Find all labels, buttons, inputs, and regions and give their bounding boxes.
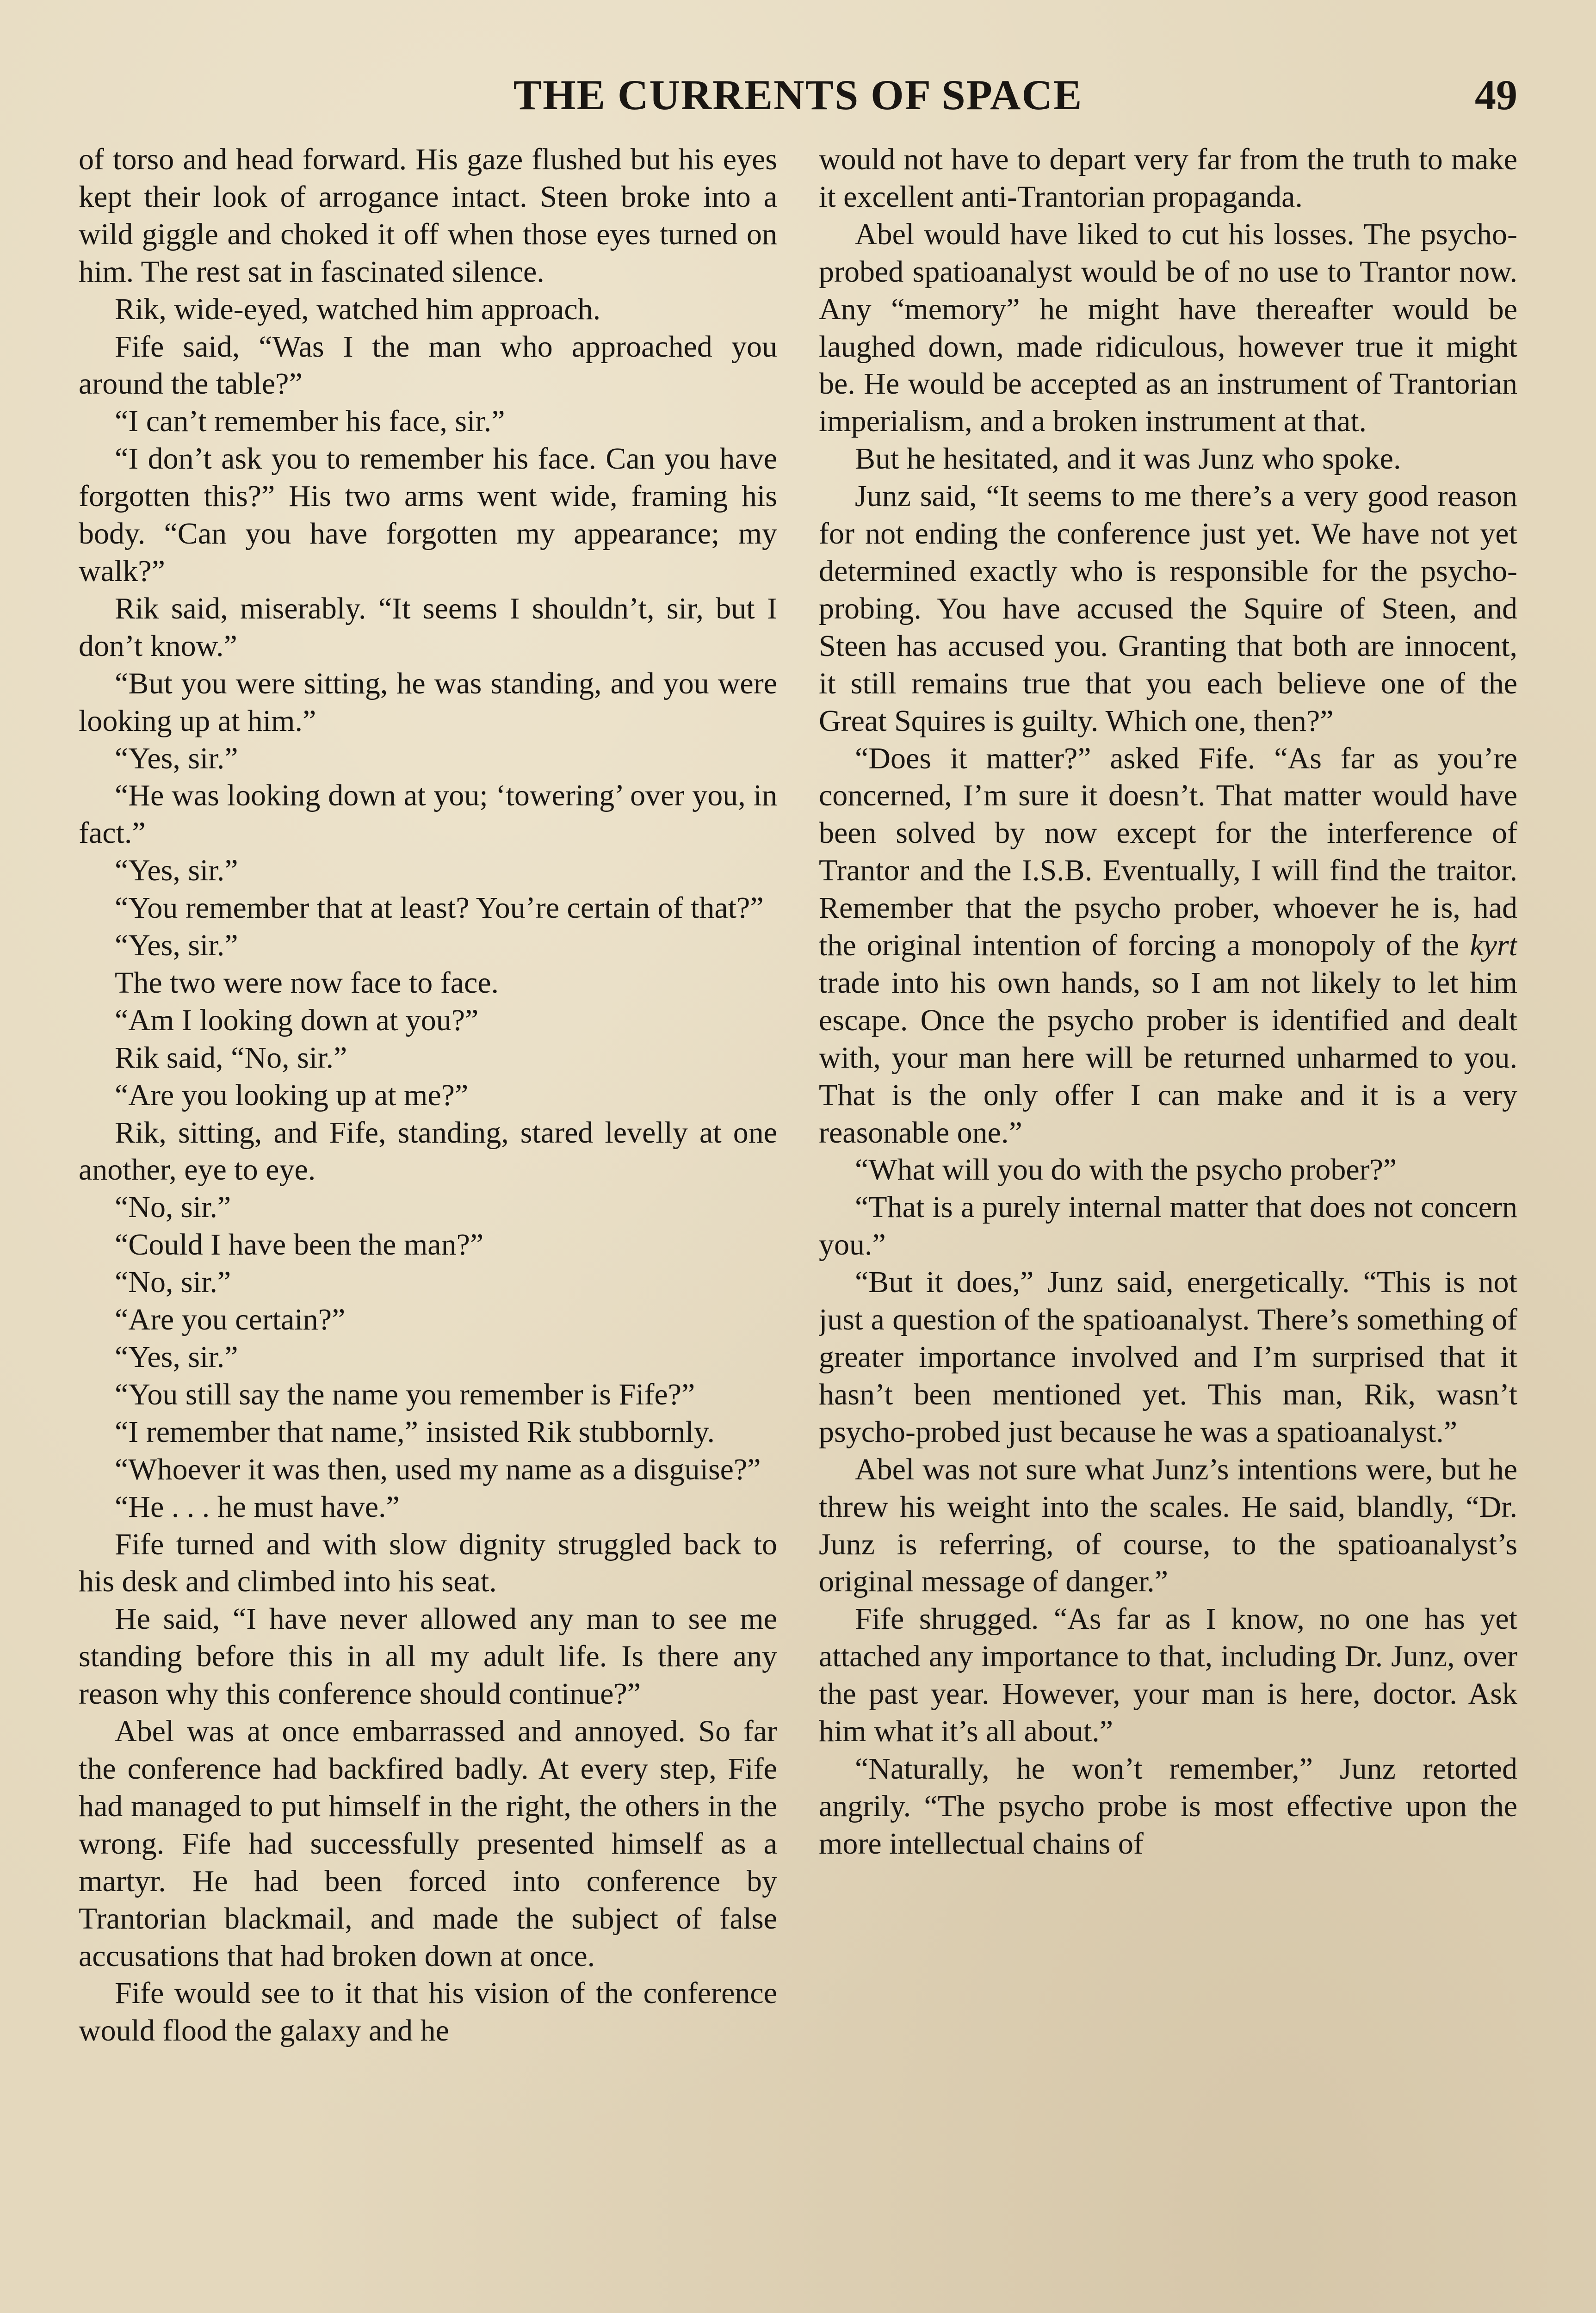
- paragraph: “Could I have been the man?”: [115, 1228, 484, 1262]
- paragraph: Junz said, “It seems to me there’s a very good reason for not ending the conference just yet. We have not yet determined exactly who is responsible for the psycho-probing. You have accused the Squire of Steen, and Steen has accused you. Granting that both are innocent, it still remains true that you each believe one of the Great Squires is guilty. Which one, then?”: [819, 479, 1517, 738]
- paragraph: “Whoever it was then, used my name as a disguise?”: [115, 1452, 761, 1486]
- paragraph: Rik, sitting, and Fife, standing, stared levelly at one another, eye to eye.: [79, 1115, 777, 1187]
- paragraph: “Yes, sir.”: [115, 1340, 238, 1374]
- paragraph: “That is a purely internal matter that does not concern you.”: [819, 1190, 1517, 1262]
- paragraph: “I don’t ask you to remember his face. Can you have forgotten this?” His two arms went wide, framing his body. “Can you have forgotten my appearance; my walk?”: [79, 442, 777, 588]
- paragraph: Fife said, “Was I the man who approached you around the table?”: [79, 329, 777, 401]
- paragraph: “He was looking down at you; ‘towering’ over you, in fact.”: [79, 779, 777, 850]
- paragraph: “But you were sitting, he was standing, and you were looking up at him.”: [79, 666, 777, 738]
- paragraph: “Yes, sir.”: [115, 928, 238, 963]
- paragraph: Fife would see to it that his vision of the conference would flood the galaxy and he: [79, 1976, 777, 2048]
- paragraph: “Are you looking up at me?”: [115, 1078, 469, 1112]
- paragraph: “Naturally, he won’t remember,” Junz retorted angrily. “The psycho probe is most effective upon the more intellectual chains of: [819, 1751, 1517, 1861]
- paragraph: “Are you certain?”: [115, 1303, 346, 1337]
- paragraph: He said, “I have never allowed any man to see me standing before this in all my adult life. Is there any reason why this conference should continue?”: [79, 1602, 777, 1711]
- italic-word: kyrt: [1470, 928, 1517, 963]
- paragraph: Fife shrugged. “As far as I know, no one has yet attached any importance to that, including Dr. Junz, over the past year. However, your man is here, doctor. Ask him what it’s all about.”: [819, 1602, 1517, 1749]
- paragraph: “Yes, sir.”: [115, 741, 238, 775]
- paragraph: “No, sir.”: [115, 1265, 231, 1299]
- paragraph: Rik said, miserably. “It seems I shouldn’t, sir, but I don’t know.”: [79, 591, 777, 663]
- paragraph: Abel would have liked to cut his losses. The psycho-probed spatioanalyst would be of no use to Trantor now. Any “memory” he might have thereafter would be laughed down, made ridiculous, however true it might be. He would be accepted as an instrument of Trantorian imperialism, and a broken instrument at that.: [819, 217, 1517, 439]
- paragraph: “Does it matter?” asked Fife. “As far as you’re concerned, I’m sure it doesn’t. That matter would have been solved by now except for the interference of Trantor and the I.S.B. Eventually, I will find the traitor. Remember that the psycho prober, whoever he is, had the original intention of forcing a monopoly of the kyrt trade into his own hands, so I am not likely to let him escape. Once the psycho prober is identified and dealt with, your man here will be returned unharmed to you. That is the only offer I can make and it is a very reasonable one.”: [819, 741, 1517, 1150]
- paragraph: Rik, wide-eyed, watched him approach.: [115, 292, 601, 326]
- paragraph: “Yes, sir.”: [115, 853, 238, 888]
- paragraph: Abel was at once embarrassed and annoyed. So far the conference had backfired badly. At every step, Fife had managed to put himself in the right, the others in the wrong. Fife had successfully presented himself as a martyr. He had been forced into conference by Trantorian blackmail, and made the subject of false accusations that had broken down at once.: [79, 1714, 777, 1973]
- paragraph: The two were now face to face.: [115, 965, 499, 1000]
- paragraph: “I can’t remember his face, sir.”: [115, 404, 505, 439]
- paragraph: “But it does,” Junz said, energetically. “This is not just a question of the spatioanalyst. There’s something of greater importance involved and I’m surprised that it hasn’t been mentioned yet. This man, Rik, wasn’t psycho-probed just because he was a spatioanalyst.”: [819, 1265, 1517, 1449]
- paragraph: “Am I looking down at you?”: [115, 1003, 479, 1037]
- paragraph: “You remember that at least? You’re certain of that?”: [115, 891, 764, 925]
- page-number: 49: [1475, 71, 1517, 118]
- paragraph: Fife turned and with slow dignity struggled back to his desk and climbed into his seat.: [79, 1527, 777, 1599]
- running-title: THE CURRENTS OF SPACE: [513, 71, 1083, 118]
- paragraph: Rik said, “No, sir.”: [115, 1040, 347, 1075]
- paragraph: of torso and head forward. His gaze flushed but his eyes kept their look of arrogance intact. Steen broke into a wild giggle and choked it off when those eyes turned on him. The rest sat in fascinated silence.: [79, 142, 777, 289]
- paragraph: “He . . . he must have.”: [115, 1490, 400, 1524]
- left-column: [79, 141, 777, 2313]
- paragraph: “You still say the name you remember is Fife?”: [115, 1377, 695, 1411]
- paragraph: would not have to depart very far from the truth to make it excellent anti-Trantorian propaganda.: [819, 142, 1517, 214]
- page-header: [79, 65, 1517, 125]
- paragraph: “No, sir.”: [115, 1190, 231, 1225]
- paragraph: “What will you do with the psycho prober?”: [855, 1153, 1397, 1187]
- right-column: [819, 141, 1517, 2313]
- paragraph: “I remember that name,” insisted Rik stubbornly.: [115, 1415, 715, 1449]
- paragraph: Abel was not sure what Junz’s intentions were, but he threw his weight into the scales. He said, blandly, “Dr. Junz is referring, of course, to the spatioanalyst’s original message of danger.”: [819, 1452, 1517, 1599]
- paragraph: But he hesitated, and it was Junz who spoke.: [855, 442, 1401, 476]
